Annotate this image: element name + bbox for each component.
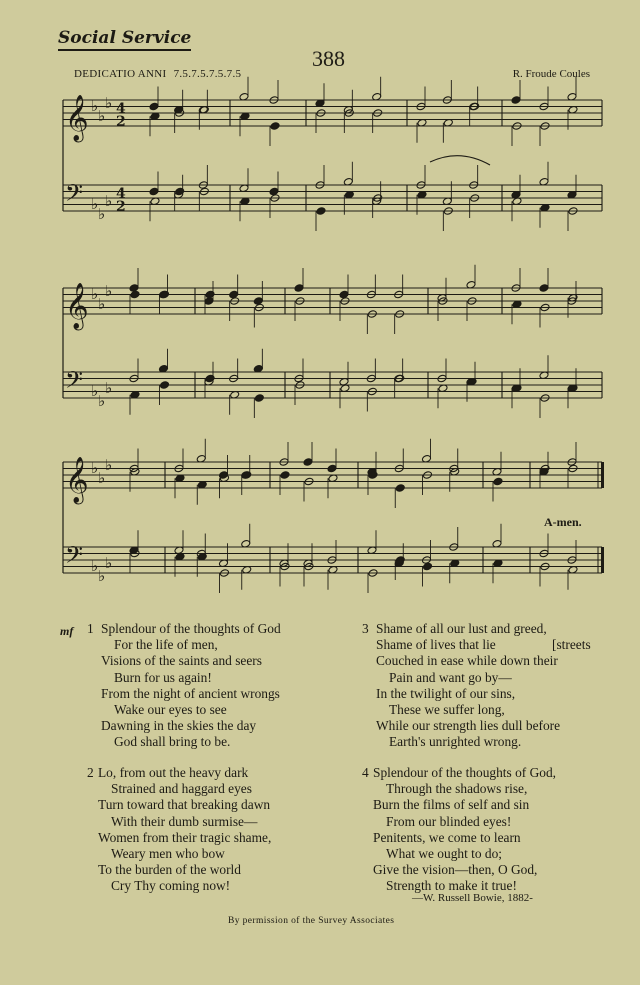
flat-sign-icon: ♭: [91, 285, 99, 303]
flat-sign-icon: ♭: [91, 195, 99, 213]
slur-mark: [430, 156, 490, 165]
verse-number: 1: [87, 621, 94, 636]
note-head: [205, 290, 215, 299]
section-title: Social Service: [58, 28, 191, 51]
note-head: [316, 207, 326, 216]
verse-line: Dawning in the skies the day: [101, 718, 257, 734]
verse-line: With their dumb surmise—: [111, 813, 258, 829]
flat-sign-icon: ♭: [91, 557, 99, 575]
treble-clef-icon: 𝄞: [65, 95, 89, 141]
note-head: [303, 458, 313, 467]
meter: 7.5.7.5.7.5.7.5: [173, 68, 242, 80]
verse-line: Give the vision—then, O God,: [373, 862, 538, 878]
verse-line: Splendour of the thoughts of God,: [373, 765, 556, 780]
verse-line: Wake our eyes to see: [114, 702, 227, 718]
flat-sign-icon: ♭: [105, 192, 113, 210]
note-head: [539, 284, 549, 293]
flat-sign-icon: ♭: [105, 94, 113, 112]
verse-line: Cry Thy coming now!: [111, 878, 231, 894]
flat-sign-icon: ♭: [98, 469, 106, 487]
verse-line: Turn toward that breaking dawn: [98, 797, 271, 813]
verse-line: Burn the films of self and sin: [373, 797, 530, 813]
composer: R. Froude Coules: [512, 68, 590, 80]
verse-line: What we ought to do;: [386, 846, 503, 862]
verse-line: Shame of lives that lie: [376, 637, 496, 653]
flat-sign-icon: ♭: [98, 295, 106, 313]
verse-line: Penitents, we come to learn: [373, 829, 521, 845]
verse-line: Strength to make it true!: [386, 878, 517, 894]
verse-line: Shame of all our lust and greed,: [376, 621, 547, 636]
verse-line: Burn for us again!: [114, 669, 212, 685]
note-head: [294, 284, 304, 293]
hymn-number: 388: [312, 46, 345, 71]
verse-line: While our strength lies dull before: [376, 718, 561, 734]
bass-clef-icon: 𝄢: [65, 366, 84, 399]
note-head: [395, 484, 405, 493]
flat-sign-icon: ♭: [105, 456, 113, 474]
verse-line: Earth's unrighted wrong.: [389, 734, 522, 750]
treble-clef-icon: 𝄞: [65, 457, 89, 503]
verse-line: These we suffer long,: [389, 702, 505, 718]
verse-line: Weary men who bow: [111, 846, 225, 862]
verse-line: Lo, from out the heavy dark: [98, 765, 249, 780]
verse-4: [373, 765, 556, 895]
time-signature-bottom: 2: [116, 114, 126, 130]
flat-sign-icon: ♭: [91, 97, 99, 115]
note-head: [327, 464, 337, 473]
note-head: [511, 96, 521, 105]
note-head: [280, 471, 290, 480]
verse-2: [98, 765, 271, 895]
flat-sign-icon: ♭: [105, 282, 113, 300]
flat-sign-icon: ♭: [91, 459, 99, 477]
flat-sign-icon: ♭: [98, 107, 106, 125]
note-head: [149, 187, 159, 196]
score-systems: [63, 77, 604, 593]
flat-sign-icon: ♭: [91, 382, 99, 400]
note-head: [160, 381, 170, 390]
permission-note: By permission of the Survey Associates: [228, 916, 395, 926]
time-signature-top: 4: [116, 101, 126, 117]
flat-sign-icon: ♭: [98, 567, 106, 585]
verse-line: Splendour of the thoughts of God: [101, 621, 281, 636]
final-bar-heavy: [601, 547, 604, 573]
verse-line: In the twilight of our sins,: [376, 685, 516, 701]
verse-line: From the night of ancient wrongs: [101, 685, 280, 701]
verse-line: Strained and haggard eyes: [111, 781, 252, 797]
verse-line: Visions of the saints and seers: [101, 653, 262, 669]
verse-line: Through the shadows rise,: [386, 781, 528, 797]
verse-line: God shall bring to be.: [114, 734, 231, 750]
time-signature-bottom: 2: [116, 199, 126, 215]
final-bar-heavy: [601, 462, 604, 488]
note-head: [242, 471, 252, 480]
note-head: [149, 102, 159, 111]
time-signature-top: 4: [116, 186, 126, 202]
flat-sign-icon: ♭: [98, 205, 106, 223]
amen-text: A-men.: [544, 515, 582, 529]
dynamic-marking: mf: [60, 624, 74, 638]
verse-carryover: [streets: [552, 637, 591, 652]
verse-line: From our blinded eyes!: [386, 813, 512, 829]
flat-sign-icon: ♭: [105, 554, 113, 572]
verse-line: For the life of men,: [114, 637, 218, 653]
note-head: [493, 477, 503, 486]
tune-name: DEDICATIO ANNI: [74, 68, 167, 80]
author-credit: —W. Russell Bowie, 1882-: [412, 892, 533, 904]
verse-number: 3: [362, 621, 369, 636]
verse-line: To the burden of the world: [98, 862, 241, 878]
note-head: [270, 122, 280, 131]
verse-line: Women from their tragic shame,: [98, 829, 272, 845]
flat-sign-icon: ♭: [105, 379, 113, 397]
treble-clef-icon: 𝄞: [65, 283, 89, 329]
verse-number: 2: [87, 765, 94, 780]
verse-3: [376, 621, 560, 751]
verse-line: Couched in ease while down their: [376, 653, 558, 669]
bass-clef-icon: 𝄢: [65, 541, 84, 574]
verse-1: [101, 621, 281, 751]
verse-line: Pain and want go by—: [389, 669, 512, 685]
note-head: [254, 394, 264, 403]
bass-clef-icon: 𝄢: [65, 179, 84, 212]
flat-sign-icon: ♭: [98, 392, 106, 410]
verse-number: 4: [362, 765, 369, 780]
